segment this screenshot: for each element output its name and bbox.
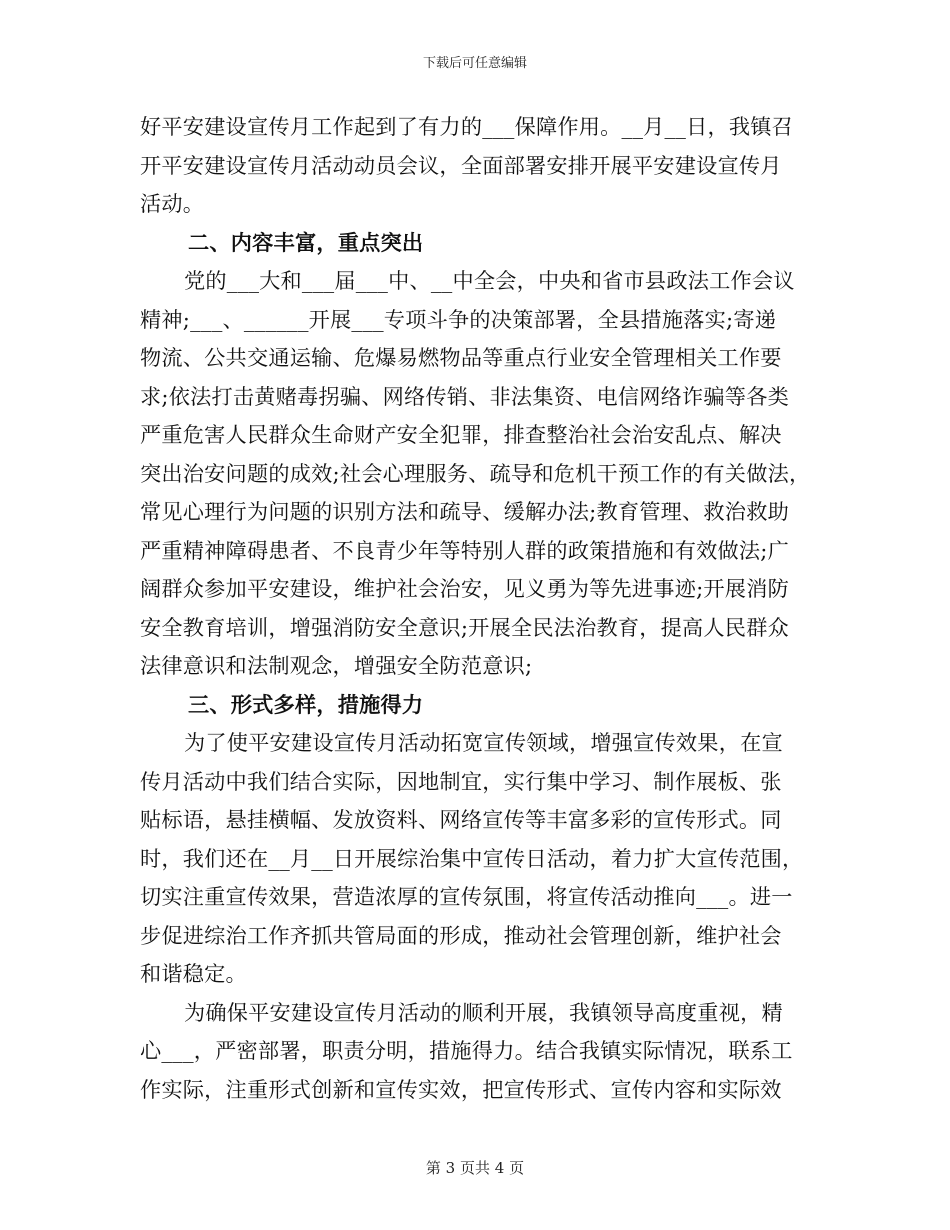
text-line: 安全教育培训，增强消防安全意识;开展全民法治教育，提高人民群众 — [140, 614, 789, 640]
text-line: 好平安建设宣传月工作起到了有力的___保障作用。__月__日，我镇召 — [140, 114, 794, 139]
page-footer: 第 3 页共 4 页 — [425, 1159, 525, 1177]
page-header: 下载后可任意编辑 — [422, 56, 527, 71]
text-line: 党的___大和___届___中、__中全会，中央和省市县政法工作会议 — [184, 268, 795, 293]
text-line: 时，我们还在__月__日开展综治集中宣传日活动，着力扩大宣传范围， — [140, 845, 804, 871]
text-line: 物流、公共交通运输、危爆易燃物品等重点行业安全管理相关工作要 — [140, 345, 782, 370]
text-line: 传月活动中我们结合实际，因地制宜，实行集中学习、制作展板、张 — [140, 768, 782, 794]
text-line: 切实注重宣传效果，营造浓厚的宣传氛围，将宣传活动推向___。进一 — [140, 884, 793, 909]
text-line: 求;依法打击黄赌毒拐骗、网络传销、非法集资、电信网络诈骗等各类 — [140, 383, 789, 409]
text-line: 突出治安问题的成效;社会心理服务、疏导和危机干预工作的有关做法， — [140, 460, 811, 486]
text-line: 和谐稳定。 — [140, 961, 247, 986]
text-line: 贴标语，悬挂横幅、发放资料、网络宣传等丰富多彩的宣传形式。同 — [140, 807, 782, 832]
section-heading: 三、形式多样，措施得力 — [188, 691, 424, 717]
text-line: 心___，严密部署，职责分明，措施得力。结合我镇实际情况，联系工 — [140, 1038, 793, 1063]
section-heading: 二、内容丰富，重点突出 — [188, 229, 424, 255]
text-line: 阔群众参加平安建设，维护社会治安，见义勇为等先进事迹;开展消防 — [140, 576, 789, 601]
document-body — [140, 108, 812, 1109]
text-line: 为了使平安建设宣传月活动拓宽宣传领域，增强宣传效果，在宣 — [184, 730, 783, 755]
text-line: 开平安建设宣传月活动动员会议，全面部署安排开展平安建设宣传月 — [140, 152, 782, 178]
text-line: 为确保平安建设宣传月活动的顺利开展，我镇领导高度重视，精 — [184, 999, 783, 1025]
text-line: 活动。 — [140, 191, 205, 216]
text-line: 精神;___、______开展___专项斗争的决策部署，全县措施落实;寄递 — [140, 306, 777, 332]
text-line: 作实际，注重形式创新和宣传实效，把宣传形式、宣传内容和实际效 — [140, 1076, 782, 1102]
text-line: 法律意识和法制观念，增强安全防范意识; — [140, 653, 533, 678]
text-line: 步促进综治工作齐抓共管局面的形成，推动社会管理创新，维护社会 — [140, 922, 782, 948]
text-line: 严重危害人民群众生命财产安全犯罪，排查整治社会治安乱点、解决 — [140, 422, 782, 447]
text-line: 常见心理行为问题的识别方法和疏导、缓解办法;教育管理、救治救助 — [140, 499, 789, 524]
text-line: 严重精神障碍患者、不良青少年等特别人群的政策措施和有效做法;广 — [140, 537, 789, 563]
